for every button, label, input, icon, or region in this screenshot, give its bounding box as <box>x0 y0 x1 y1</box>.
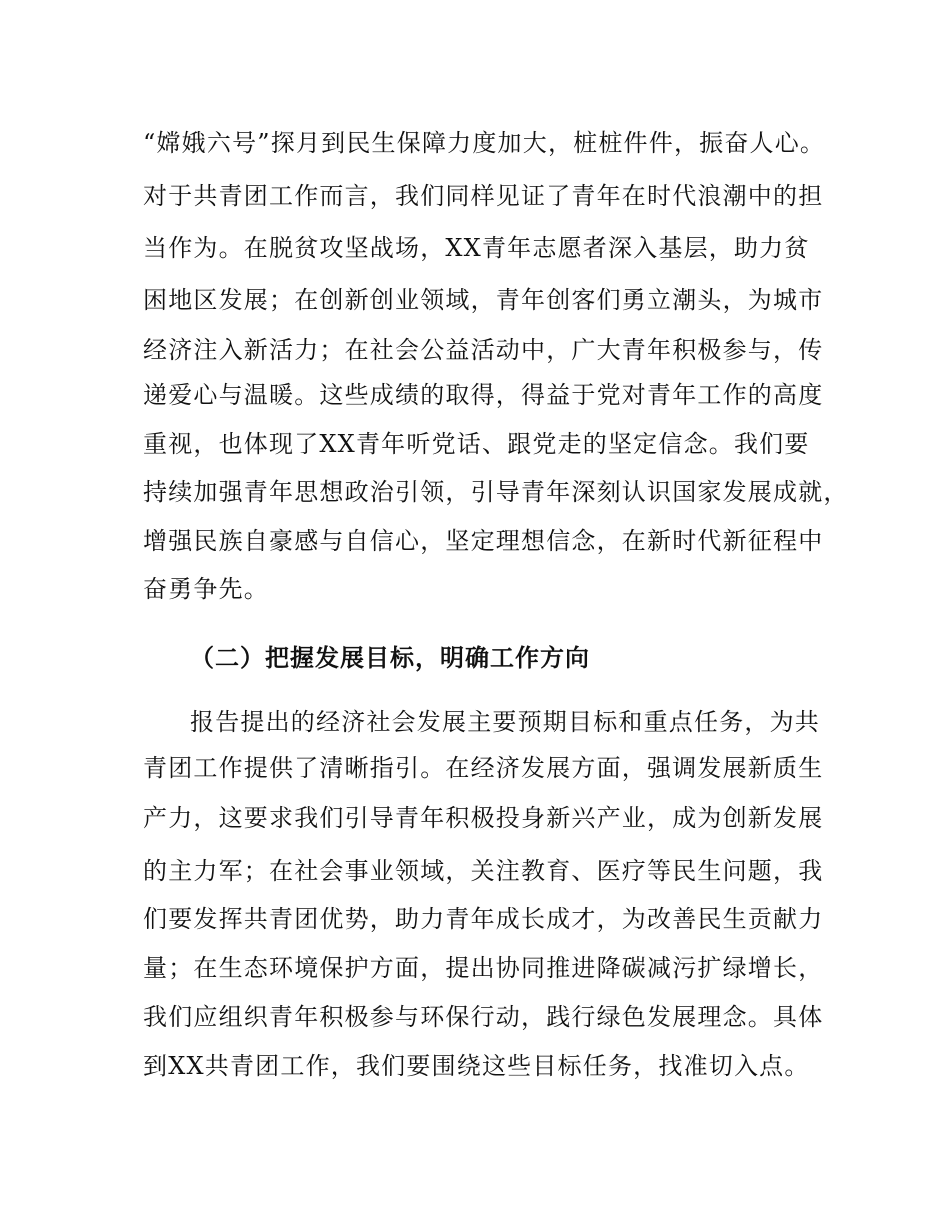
paragraph-2-line: 量；在生态环境保护方面，提出协同推进降碳减污扩绿增长， <box>143 954 824 982</box>
paragraph-1-line: 对于共青团工作而言，我们同样见证了青年在时代浪潮中的担 <box>143 182 824 210</box>
paragraph-2-line: 到XX共青团工作，我们要围绕这些目标任务，找准切入点。 <box>143 1052 810 1080</box>
paragraph-1-line: 困地区发展；在创新创业领域，青年创客们勇立潮头，为城市 <box>143 286 824 314</box>
paragraph-1-line: 经济注入新活力；在社会公益活动中，广大青年积极参与，传 <box>143 336 824 364</box>
paragraph-2-line: 的主力军；在社会事业领域，关注教育、医疗等民生问题，我 <box>143 857 824 885</box>
paragraph-1-line: 增强民族自豪感与自信心，坚定理想信念，在新时代新征程中 <box>143 527 824 555</box>
paragraph-1-line: “嫦娥六号”探月到民生保障力度加大，桩桩件件，振奋人心。 <box>143 129 826 157</box>
paragraph-2-line: 产力，这要求我们引导青年积极投身新兴产业，成为创新发展 <box>143 804 824 832</box>
paragraph-1-line: 持续加强青年思想政治引领，引导青年深刻认识国家发展成就， <box>143 478 849 506</box>
paragraph-2-line: 们要发挥共青团优势，助力青年成长成才，为改善民生贡献力 <box>143 905 824 933</box>
paragraph-1-line: 重视，也体现了XX青年听党话、跟党走的坚定信念。我们要 <box>143 430 810 458</box>
paragraph-1-line: 递爱心与温暖。这些成绩的取得，得益于党对青年工作的高度 <box>143 381 824 409</box>
paragraph-1-line: 奋勇争先。 <box>143 575 269 603</box>
paragraph-2-line: 青团工作提供了清晰指引。在经济发展方面，强调发展新质生 <box>143 754 824 782</box>
paragraph-1-line: 当作为。在脱贫攻坚战场，XX青年志愿者深入基层，助力贫 <box>143 234 810 262</box>
paragraph-2-line: 我们应组织青年积极参与环保行动，践行绿色发展理念。具体 <box>143 1003 824 1031</box>
paragraph-2-line: 报告提出的经济社会发展主要预期目标和重点任务，为共 <box>190 708 820 736</box>
section-heading: （二）把握发展目标，明确工作方向 <box>190 644 590 672</box>
